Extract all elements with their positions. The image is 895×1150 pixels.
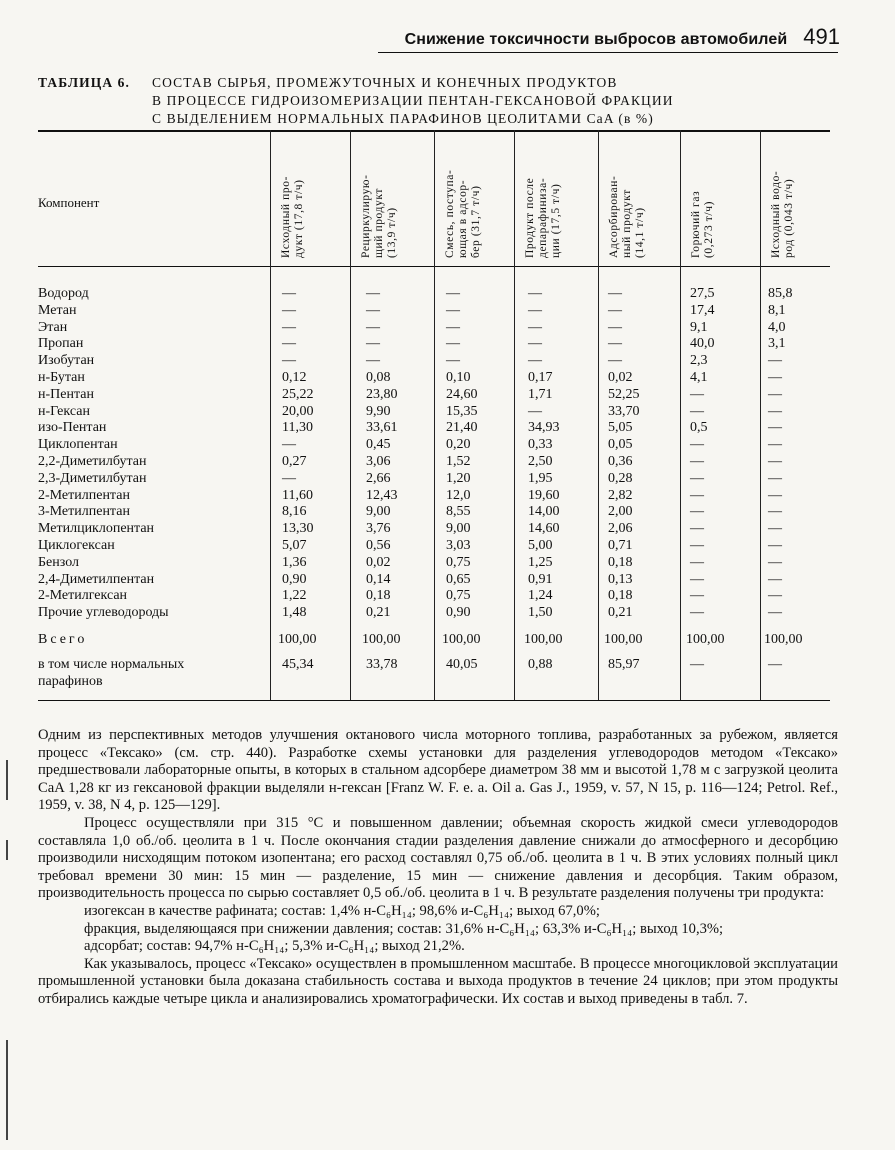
table-cell: — — [690, 386, 704, 402]
table-cell: — — [366, 286, 380, 301]
table-cell: 33,70 — [608, 403, 640, 419]
component-name: изо-Пентан — [38, 420, 107, 436]
column-header-label: Исходный водо- род (0,043 т/ч) — [770, 170, 795, 258]
table-cell: 0,28 — [608, 470, 633, 486]
table-cell: 1,95 — [528, 470, 553, 486]
table-cell: — — [608, 336, 622, 352]
table-cell: — — [768, 588, 782, 604]
table-cell: — — [690, 403, 704, 419]
table-cell: — — [282, 336, 296, 352]
table-cell: — — [282, 437, 296, 453]
column-divider — [434, 130, 435, 700]
table-cell: — — [690, 470, 704, 486]
table-cell: 19,60 — [528, 487, 560, 503]
product-item: адсорбат; состав: 94,7% н-C₆H₁₄; 5,3% и-C₆H₁₄; выход 21,2%. — [84, 938, 465, 955]
column-divider — [350, 130, 351, 700]
column-header — [518, 134, 596, 262]
table-cell: 2,66 — [366, 470, 391, 486]
component-name: 2,3-Диметилбутан — [38, 470, 147, 486]
table-cell: — — [446, 286, 460, 301]
table-cell: — — [768, 454, 782, 469]
table-cell: — — [282, 302, 296, 318]
table-cell: 0,90 — [282, 571, 307, 587]
table-cell: — — [768, 554, 782, 570]
table-title-line: С ВЫДЕЛЕНИЕМ НОРМАЛЬНЫХ ПАРАФИНОВ ЦЕОЛИТАМИ CaA (в %) — [152, 111, 654, 126]
table-cell: 9,90 — [366, 403, 391, 419]
running-head-rule — [378, 52, 838, 53]
column-header — [274, 134, 352, 262]
component-name: 2-Метилгексан — [38, 588, 128, 604]
component-name: Циклогексан — [38, 538, 115, 553]
table-cell: — — [768, 370, 782, 385]
table-cell: 15,35 — [446, 403, 478, 419]
body-text — [38, 727, 838, 1009]
component-name: Метилциклопентан — [38, 521, 155, 537]
table-cell: — — [768, 437, 782, 453]
component-name: 2,4-Диметилпентан — [38, 571, 155, 587]
table-cell: 1,22 — [282, 588, 307, 604]
table-cell: — — [282, 286, 296, 301]
table-cell: 0,36 — [608, 454, 633, 469]
running-head — [380, 24, 840, 54]
table-cell: 9,1 — [690, 319, 708, 335]
table-cell: 0,10 — [446, 370, 471, 385]
table-cell: 0,02 — [608, 370, 633, 385]
column-header — [764, 134, 842, 262]
table-cell: — — [608, 302, 622, 318]
table-cell: 9,00 — [446, 521, 471, 537]
table-cell: 33,61 — [366, 420, 398, 436]
table-cell: — — [690, 437, 704, 453]
table-cell: 5,00 — [528, 538, 553, 553]
page-number: 491 — [803, 24, 840, 49]
table-cell: 0,21 — [608, 605, 633, 621]
table-cell: 100,00 — [764, 632, 803, 647]
component-name: н-Гексан — [38, 403, 90, 419]
table-cell: — — [768, 420, 782, 436]
column-divider — [514, 130, 515, 700]
table-cell: 0,12 — [282, 370, 307, 385]
table-cell: — — [690, 487, 704, 503]
table-cell: — — [608, 286, 622, 301]
table-cell: 100,00 — [604, 632, 643, 647]
table-cell: 3,1 — [768, 336, 786, 352]
column-header-label: Адсорбирован- ный продукт (14,1 т/ч) — [608, 175, 646, 258]
table-cell: — — [768, 470, 782, 486]
table-cell: 1,36 — [282, 554, 307, 570]
normal-paraffins-label — [38, 656, 184, 690]
column-header-label: Продукт после депарафиниза- ции (17,5 т/ч) — [524, 177, 562, 258]
table-cell: — — [768, 386, 782, 402]
table-bottom-rule — [38, 700, 830, 701]
table-cell: — — [690, 504, 704, 520]
scan-edge-mark — [6, 1040, 8, 1140]
table-cell: 100,00 — [278, 632, 317, 647]
table-cell: — — [768, 571, 782, 587]
table-cell: 23,80 — [366, 386, 398, 402]
table-cell: 0,21 — [366, 605, 391, 621]
table-cell: — — [690, 571, 704, 587]
table-cell: 1,52 — [446, 454, 471, 469]
table-cell: 1,24 — [528, 588, 553, 604]
table-cell: 100,00 — [686, 632, 725, 647]
component-name: 2-Метилпентан — [38, 487, 130, 503]
column-header-label: Рециркулирую- щий продукт (13,9 т/ч) — [360, 174, 398, 258]
running-head-title: Снижение токсичности выбросов автомобилей — [404, 31, 788, 48]
component-name: н-Пентан — [38, 386, 94, 402]
table-cell: 0,13 — [608, 571, 633, 587]
table-cell: 13,30 — [282, 521, 314, 537]
table-cell: — — [608, 353, 622, 369]
column-divider — [270, 130, 271, 700]
table-cell: 2,50 — [528, 454, 553, 469]
paragraph: Как указывалось, процесс «Тексако» осуществлен в промышленном масштабе. В процессе многоцикловой эксплуатации промышленной установки была доказана стабильность состава и выхода продуктов в течение 24 циклов; при этом продукты отбирались каждые четыре цикла и анализировались хроматографически. Их состав и выход приведены в табл. 7. — [38, 955, 838, 1007]
table-cell: 1,50 — [528, 605, 553, 621]
component-name: н-Бутан — [38, 370, 85, 385]
table-cell: 25,22 — [282, 386, 314, 402]
column-header-label: Исходный про- дукт (17,8 т/ч) — [280, 175, 305, 258]
table-cell: 3,03 — [446, 538, 471, 553]
table-cell: — — [528, 319, 542, 335]
table-cell: 85,97 — [608, 656, 640, 672]
component-name: Циклопентан — [38, 437, 118, 453]
column-header — [602, 134, 680, 262]
table-cell: — — [690, 538, 704, 553]
table-cell: 17,4 — [690, 302, 715, 318]
table-cell: 4,0 — [768, 319, 786, 335]
table-cell: — — [768, 353, 782, 369]
table-cell: 11,60 — [282, 487, 313, 503]
table-cell: 0,90 — [446, 605, 471, 621]
table-cell: 0,56 — [366, 538, 391, 553]
table-cell: 33,78 — [366, 656, 398, 672]
table-cell: 52,25 — [608, 386, 640, 402]
component-name: Водород — [38, 286, 89, 301]
paragraph: Процесс осуществляли при 315 °С и повышенном давлении; объемная скорость жидкой смеси углеводородов составляла 1,0 об./об. цеолита в 1 ч. После окончания стадии разделения давление снижали до атмосферного и десорбцию производили нисходящим потоком изопентана; его расход составлял 0,75 об./об. цеолита в 1 ч. В этих условиях полный цикл требовал времени 30 мин: 15 мин — разделение, 15 мин — снижение давления и десорбция. Таким образом, производительность процесса по сырью составляет 0,5 об./об. цеолита в 1 ч. В результате разделения получены три продукта: — [38, 814, 838, 902]
table-cell: 3,76 — [366, 521, 391, 537]
table-cell: — — [366, 336, 380, 352]
table-cell: — — [528, 353, 542, 369]
table-cell: — — [528, 336, 542, 352]
table-cell: 0,02 — [366, 554, 391, 570]
table-cell: 0,18 — [608, 554, 633, 570]
component-name: Прочие углеводороды — [38, 605, 169, 621]
table-cell: — — [768, 487, 782, 503]
table-cell: 2,06 — [608, 521, 633, 537]
column-divider — [680, 130, 681, 700]
table-cell: 0,45 — [366, 437, 391, 453]
table-cell: — — [446, 353, 460, 369]
table-cell: — — [446, 302, 460, 318]
component-name: Метан — [38, 302, 77, 318]
table-cell: 0,20 — [446, 437, 471, 453]
table-cell: 14,60 — [528, 521, 560, 537]
column-divider — [760, 130, 761, 700]
table-title — [152, 74, 842, 128]
table-cell: 0,71 — [608, 538, 633, 553]
table-cell: 0,33 — [528, 437, 553, 453]
table-cell: 20,00 — [282, 403, 314, 419]
table-cell: — — [690, 454, 704, 469]
table-cell: — — [690, 521, 704, 537]
table-cell: — — [528, 403, 542, 419]
table-cell: 0,88 — [528, 656, 553, 672]
table-title-line: СОСТАВ СЫРЬЯ, ПРОМЕЖУТОЧНЫХ И КОНЕЧНЫХ ПРОДУКТОВ — [152, 75, 618, 90]
table-cell: 1,48 — [282, 605, 307, 621]
table-cell: — — [690, 588, 704, 604]
table-cell: 11,30 — [282, 420, 313, 436]
table-cell: 34,93 — [528, 420, 560, 436]
product-item: фракция, выделяющаяся при снижении давления; состав: 31,6% н-C₆H₁₄; 63,3% и-C₆H₁₄; выход 10,3%; — [84, 920, 724, 937]
table-cell: — — [608, 319, 622, 335]
scan-edge-mark — [6, 760, 8, 800]
component-name: 3-Метилпентан — [38, 504, 130, 520]
table-cell: 24,60 — [446, 386, 478, 402]
table-cell: 0,17 — [528, 370, 553, 385]
table-cell: 0,08 — [366, 370, 391, 385]
scan-edge-mark — [6, 840, 8, 860]
table-cell: 14,00 — [528, 504, 560, 520]
table-cell: 2,00 — [608, 504, 633, 520]
table-cell: 9,00 — [366, 504, 391, 520]
table-cell: 1,25 — [528, 554, 553, 570]
table-cell: 0,18 — [608, 588, 633, 604]
table-cell: — — [282, 353, 296, 369]
table-cell: — — [282, 470, 296, 486]
table-cell: 1,71 — [528, 386, 553, 402]
table-cell: 8,55 — [446, 504, 471, 520]
table-cell: — — [446, 336, 460, 352]
table-cell: 85,8 — [768, 286, 793, 301]
table-cell: — — [366, 302, 380, 318]
table-cell: — — [690, 656, 704, 672]
table-cell: 0,75 — [446, 554, 471, 570]
table-cell: 0,05 — [608, 437, 633, 453]
column-header — [354, 134, 432, 262]
table-cell: 40,0 — [690, 336, 715, 352]
total-label: Всего — [38, 632, 88, 647]
paragraph: Одним из перспективных методов улучшения октанового числа моторного топлива, разработанных за рубежом, является процесс «Тексако» (см. стр. 440). Разработке схемы установки для разделения углеводородов методом «Тексако» предшествовали лабораторные опыты, в которых в стальном адсорбере диаметром 38 мм и высотой 1,78 м с загрузкой цеолита CaA 1,28 кг из гексановой фракции выделяли н-гексан [Franz W. F. e. a. Oil a. Gas J., 1959, v. 57, N 15, p. 116—124; Petrol. Ref., 1959, v. 38, N 4, p. 125—129]. — [38, 727, 838, 814]
component-name: 2,2-Диметилбутан — [38, 454, 147, 469]
table-cell: 12,0 — [446, 487, 471, 503]
label-line: парафинов — [38, 673, 103, 689]
component-name: Этан — [38, 319, 68, 335]
table-cell: 8,1 — [768, 302, 786, 318]
table-cell: 0,18 — [366, 588, 391, 604]
table-cell: — — [528, 286, 542, 301]
component-name: Изобутан — [38, 353, 95, 369]
table-cell: 4,1 — [690, 370, 708, 385]
column-header-label: Смесь, поступа- ющая в адсор- бер (31,7 т/ч) — [444, 169, 482, 258]
column-divider — [598, 130, 599, 700]
table-cell: 12,43 — [366, 487, 398, 503]
table-cell: — — [768, 538, 782, 553]
table-cell: — — [366, 353, 380, 369]
table-cell: — — [282, 319, 296, 335]
table-cell: 0,65 — [446, 571, 471, 587]
table-cell: 3,06 — [366, 454, 391, 469]
column-header — [684, 134, 762, 262]
table-cell: 2,82 — [608, 487, 633, 503]
table-cell: 100,00 — [442, 632, 481, 647]
table-cell: 27,5 — [690, 286, 715, 301]
column-header-label: Горючий газ (0,273 т/ч) — [690, 190, 715, 258]
table-cell: 5,07 — [282, 538, 307, 553]
table-cell: 100,00 — [524, 632, 563, 647]
table-cell: — — [446, 319, 460, 335]
table-cell: 0,27 — [282, 454, 307, 469]
table-cell: 45,34 — [282, 656, 314, 672]
component-name: Пропан — [38, 336, 84, 352]
label-line: в том числе нормальных — [38, 656, 185, 672]
table-cell: — — [366, 319, 380, 335]
table-cell: 0,75 — [446, 588, 471, 604]
table-cell: 2,3 — [690, 353, 708, 369]
table-title-line: В ПРОЦЕССЕ ГИДРОИЗОМЕРИЗАЦИИ ПЕНТАН-ГЕКСАНОВОЙ ФРАКЦИИ — [152, 93, 674, 108]
table-cell: 0,14 — [366, 571, 391, 587]
table-cell: 100,00 — [362, 632, 401, 647]
component-column-header: Компонент — [38, 195, 100, 210]
column-header — [438, 134, 516, 262]
table-cell: 40,05 — [446, 656, 478, 672]
table-cell: — — [768, 504, 782, 520]
table-cell: 0,91 — [528, 571, 553, 587]
table-cell: — — [768, 403, 782, 419]
table-label: ТАБЛИЦА 6. — [38, 75, 130, 90]
table-cell: — — [528, 302, 542, 318]
table-cell: — — [768, 605, 782, 621]
table-cell: — — [768, 521, 782, 537]
product-item: изогексан в качестве рафината; состав: 1,4% н-C₆H₁₄; 98,6% и-C₆H₁₄; выход 67,0%; — [84, 902, 600, 919]
table-cell: — — [768, 656, 782, 672]
table-cell: — — [690, 605, 704, 621]
table-cell: — — [690, 554, 704, 570]
table-cell: 0,5 — [690, 420, 708, 436]
table-cell: 5,05 — [608, 420, 633, 436]
table-cell: 21,40 — [446, 420, 478, 436]
table-cell: 1,20 — [446, 470, 471, 486]
table-cell: 8,16 — [282, 504, 307, 520]
component-name: Бензол — [38, 554, 79, 570]
